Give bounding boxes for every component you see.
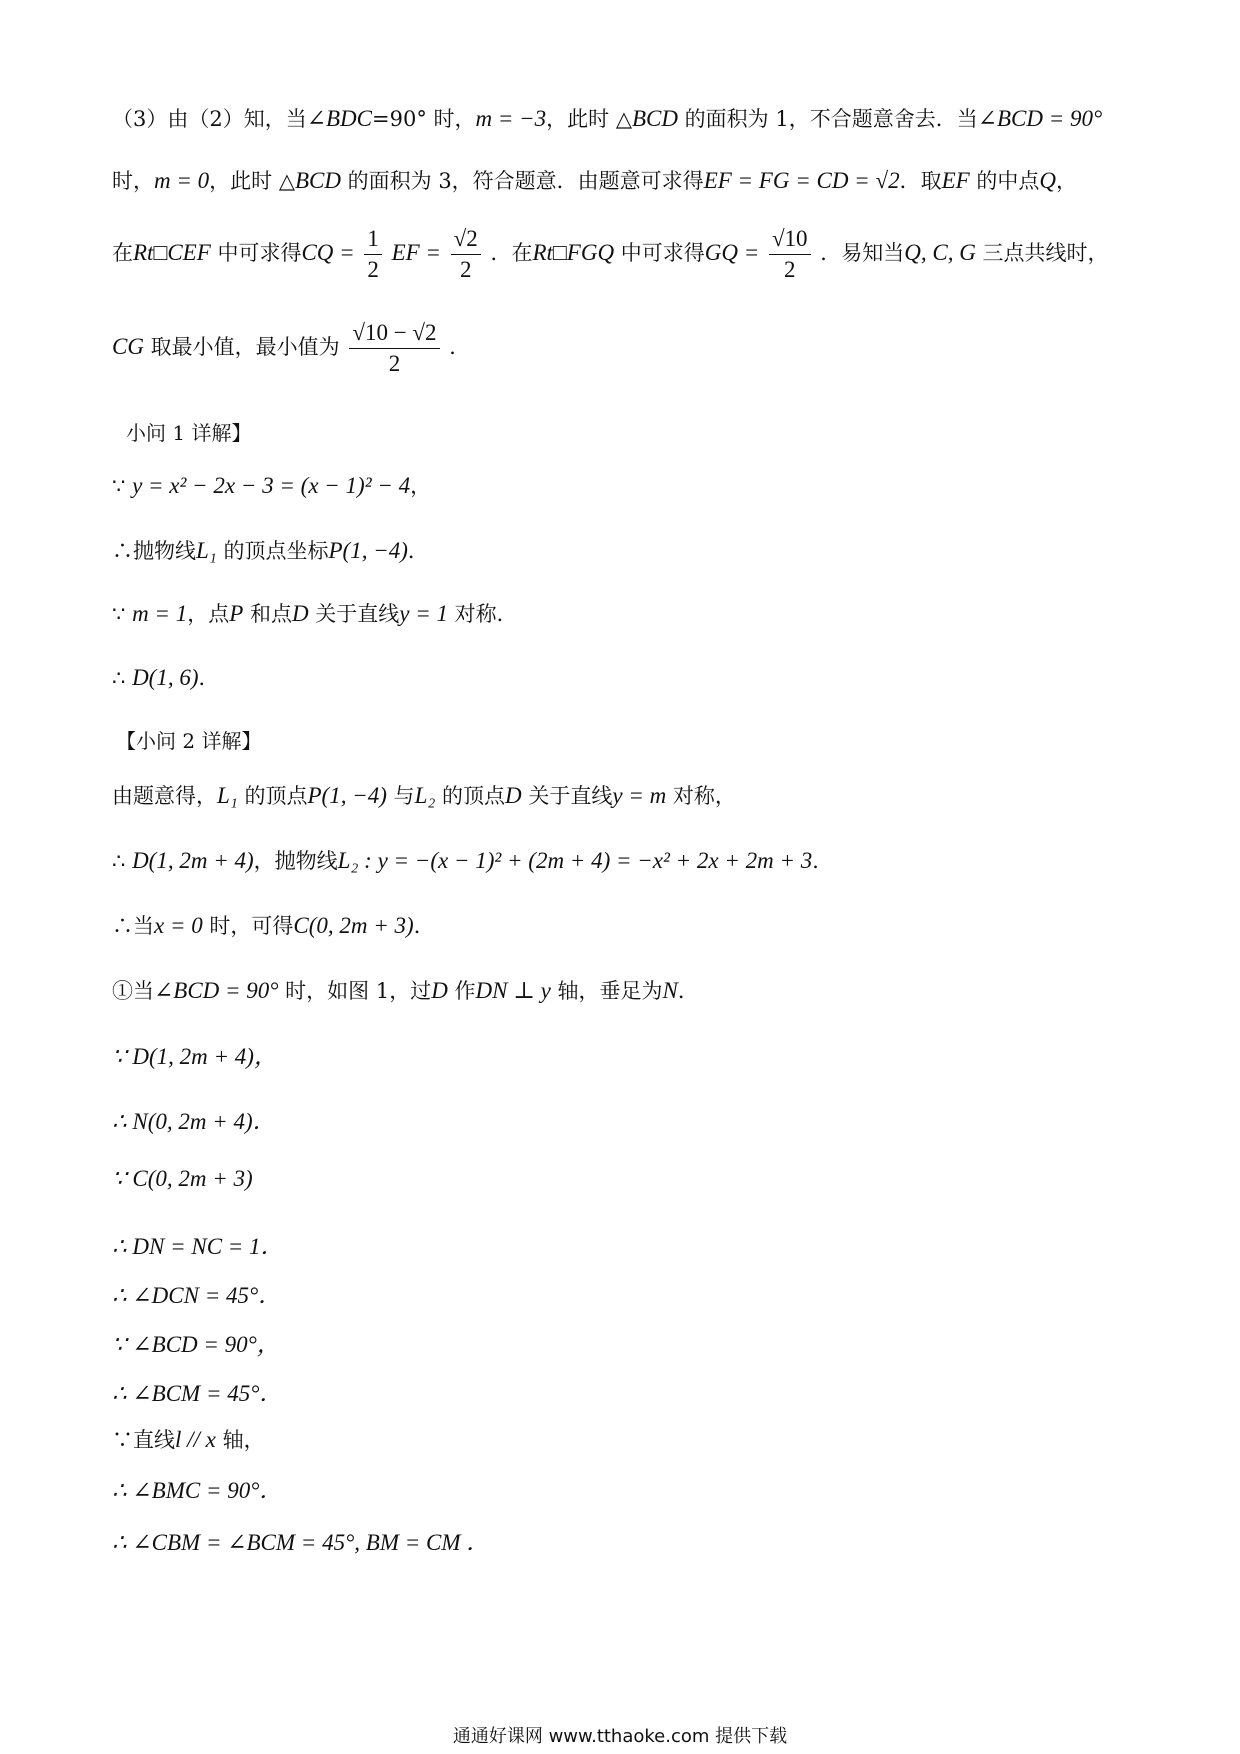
text: ，此时 △ [546,107,632,131]
text: 的面积为 1，不合题意舍去．当 [678,107,978,131]
math: DN ⊥ y [475,978,551,1003]
text: 关于直线 [308,602,400,626]
q2-step-10: ∵ ∠BCD = 90°， [112,1332,280,1357]
text: 轴，垂足为 [550,979,663,1003]
text: 的顶点 [237,784,308,808]
q2-step-1 [112,780,736,810]
fraction-root10-over-2 [769,224,811,285]
text: 在 [112,241,133,265]
math: l // x [175,1427,216,1452]
math: L₁ [196,538,217,563]
part3-line-2 [112,165,1077,195]
text: ①当 [112,979,154,1003]
text: 轴， [215,1428,265,1452]
text: 中可求得 [210,241,302,265]
q2-step-7: ∵ C(0, 2m + 3) [112,1166,253,1191]
math: ∠BDC [306,106,373,131]
text: ． [198,666,220,690]
denominator: 2 [388,351,401,376]
math: D(1, 2m + 4) [132,848,254,873]
text: 时，如图 1，过 [278,979,432,1003]
math: L₁ [217,783,238,808]
text: 的面积为 3，符合题意．由题意可求得 [340,169,704,193]
math: L₂ [414,783,436,808]
math: Rt□CEF [133,240,211,265]
text: =90° 时， [372,107,476,131]
q1-step-4 [112,662,220,692]
text: 时， [112,169,154,193]
math: BCD [294,168,341,193]
text: ． [407,539,429,563]
text: 中可求得 [614,241,705,265]
q2-step-12 [112,1424,265,1454]
math: Rt□FGQ [532,240,615,265]
numerator: √2 [451,224,481,255]
math: D [431,978,448,1003]
text: 作 [447,979,476,1003]
text: 时，可得 [202,914,294,938]
math: ∠BCD = 90° [154,978,279,1003]
math: D [505,783,522,808]
math: N [662,978,678,1003]
math: m = −3 [475,106,547,131]
numerator: 1 [364,224,382,255]
text: ． [413,914,435,938]
math: y = m [612,783,667,808]
q2-step-3 [112,910,435,940]
math: BCD [632,106,678,131]
part3-line-1 [112,103,1102,133]
math: P [229,601,244,626]
text: ∵直线 [112,1428,175,1452]
therefore-symbol: ∴ [112,666,126,690]
text: ． [677,979,699,1003]
text: ， [1056,169,1078,193]
math: GQ = [704,240,760,265]
math: D(1, 6) [132,665,199,690]
math: ∠BCD = 90° [977,106,1103,131]
math: D [291,601,309,626]
text: ．取 [899,169,942,193]
q2-step-14: ∴ ∠CBM = ∠BCM = 45°, BM = CM ． [112,1530,490,1555]
text: 的顶点 [435,784,506,808]
math: Q, C, G [904,240,976,265]
math: m = 0 [154,168,210,193]
text: 对称． [448,602,518,626]
q2-step-11: ∴ ∠BCM = 45°． [112,1381,283,1406]
text: ． [449,335,471,359]
text: ．易知当 [820,241,905,265]
text: 的中点 [969,169,1040,193]
q1-step-2 [112,535,429,565]
q2-step-9: ∴ ∠DCN = 45°． [112,1283,282,1308]
text: 由题意得， [112,784,217,808]
text: ，此时 △ [209,169,295,193]
numerator: √10 [769,224,811,255]
denominator: 2 [367,257,379,282]
text: 取最小值，最小值为 [143,335,340,359]
q1-heading: 小问 1 详解】 [126,421,252,445]
because-symbol: ∵ [112,474,126,498]
denominator: 2 [459,257,472,282]
part3-line-4 [112,318,470,379]
math: m = 1 [132,601,188,626]
part3-line-3 [112,224,1109,285]
q2-step-5: ∵ D(1, 2m + 4)， [112,1044,277,1069]
text: ． [812,849,834,873]
therefore-symbol: ∴ [112,849,126,873]
text: 三点共线时， [975,241,1109,265]
math: y = 1 [399,601,448,626]
math: CG [112,334,144,359]
page-footer: 通通好课网 www.tthaoke.com 提供下载 [452,1726,788,1747]
text: 对称， [666,784,736,808]
numerator: √10 − √2 [349,318,439,349]
text: 与 [386,784,415,808]
math: y = x² − 2x − 3 = (x − 1)² − 4 [132,473,411,498]
math: EF = [391,240,441,265]
text: ， [410,474,432,498]
q2-step-4 [112,975,699,1005]
text: 和点 [243,602,292,626]
fraction-min-value [349,318,439,379]
text: ，点 [187,602,230,626]
q2-step-13: ∴ ∠BMC = 90°． [112,1478,283,1503]
text: 关于直线 [521,784,613,808]
math: P(1, −4) [307,783,387,808]
q2-step-6: ∴ N(0, 2m + 4)． [112,1109,276,1134]
math: EF = FG = CD = √2 [703,168,900,193]
text: ．在 [490,241,533,265]
math: EF [941,168,970,193]
math: Q [1039,168,1057,193]
q1-step-3 [112,598,518,628]
math: CQ = [301,240,355,265]
text: （3）由（2）知，当 [112,107,307,131]
math: P(1, −4) [328,538,408,563]
fraction-one-half [364,224,382,285]
q2-step-8: ∴ DN = NC = 1． [112,1234,284,1259]
q2-heading: 【小问 2 详解】 [116,729,262,753]
math: C(0, 2m + 3) [293,913,414,938]
text: ∴抛物线 [112,539,196,563]
math: x = 0 [154,913,203,938]
q2-step-2 [112,845,833,875]
text: ∴当 [112,914,154,938]
q1-step-1 [112,470,431,500]
fraction-root2-over-2 [451,224,481,285]
text: 的顶点坐标 [216,539,329,563]
denominator: 2 [784,257,796,282]
math: L₂ : y = −(x − 1)² + (2m + 4) = −x² + 2x + 2m + 3 [337,848,813,873]
text: ，抛物线 [253,849,338,873]
because-symbol: ∵ [112,602,126,626]
